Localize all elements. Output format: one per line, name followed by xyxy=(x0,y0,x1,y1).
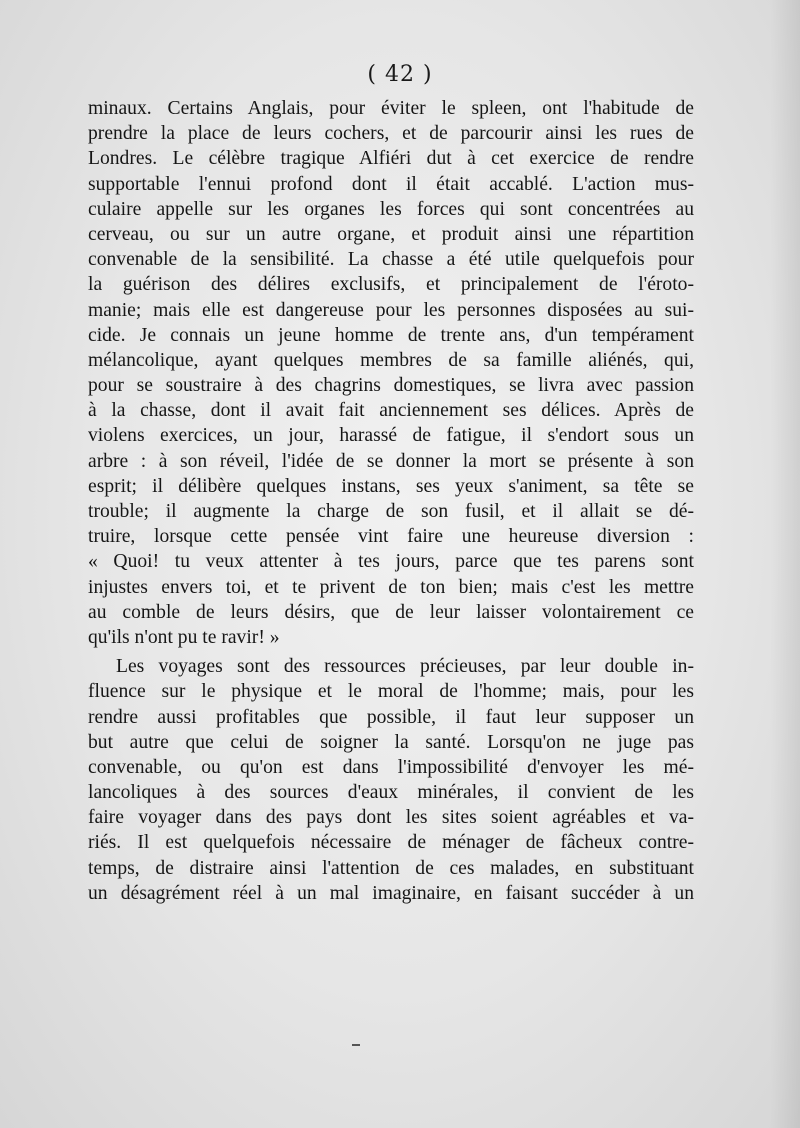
text-line: « Quoi! tu veux attenter à tes jours, parce que tes parens sont xyxy=(88,551,694,573)
text-line: violens exercices, un jour, harassé de fatigue, il s'endort sous un xyxy=(88,425,694,447)
text-line: au comble de leurs désirs, que de leur laisser volontairement ce xyxy=(88,601,694,623)
paragraph xyxy=(88,654,694,906)
text-line: fluence sur le physique et le moral de l'homme; mais, pour les xyxy=(88,681,694,703)
text-line: la guérison des délires exclusifs, et principalement de l'éroto- xyxy=(88,274,694,296)
text-line: pour se soustraire à des chagrins domestiques, se livra avec passion xyxy=(88,375,694,397)
body-text xyxy=(88,96,694,906)
text-line: mélancolique, ayant quelques membres de sa famille aliénés, qui, xyxy=(88,349,694,371)
text-line: convenable de la sensibilité. La chasse a été utile quelquefois pour xyxy=(88,249,694,271)
text-line: injustes envers toi, et te privent de ton bien; mais c'est les mettre xyxy=(88,576,694,598)
text-line: minaux. Certains Anglais, pour éviter le spleen, ont l'habitude de xyxy=(88,98,694,119)
text-line: but autre que celui de soigner la santé. Lorsqu'on ne juge pas xyxy=(88,731,694,753)
text-line: riés. Il est quelquefois nécessaire de ménager de fâcheux contre- xyxy=(88,832,694,854)
text-line: Les voyages sont des ressources précieuses, par leur double in- xyxy=(116,656,694,678)
text-line: un désagrément réel à un mal imaginaire, en faisant succéder à un xyxy=(88,882,694,904)
text-line: convenable, ou qu'on est dans l'impossibilité d'envoyer les mé- xyxy=(88,756,694,778)
text-line: faire voyager dans des pays dont les sites soient agréables et va- xyxy=(88,807,694,829)
text-line: culaire appelle sur les organes les forces qui sont concentrées au xyxy=(88,198,694,220)
text-line: cide. Je connais un jeune homme de trente ans, d'un tempérament xyxy=(88,324,694,346)
text-line: trouble; il augmente la charge de son fusil, et il allait se dé- xyxy=(88,501,694,522)
page-edge-shadow xyxy=(770,0,800,1128)
text-line: truire, lorsque cette pensée vint faire une heureuse diversion : xyxy=(88,526,694,548)
text-line: Londres. Le célèbre tragique Alfiéri dut à cet exercice de rendre xyxy=(88,148,694,170)
page-mark xyxy=(352,1044,360,1046)
text-line: supportable l'ennui profond dont il était accablé. L'action mus- xyxy=(88,173,694,195)
text-line: arbre : à son réveil, l'idée de se donner la mort se présente à son xyxy=(88,450,694,472)
text-line: prendre la place de leurs cochers, et de parcourir ainsi les rues de xyxy=(88,123,694,145)
text-line: manie; mais elle est dangereuse pour les personnes disposées au sui- xyxy=(88,299,694,321)
text-line: à la chasse, dont il avait fait anciennement ses délices. Après de xyxy=(88,400,694,422)
paragraph xyxy=(88,96,694,650)
text-line: rendre aussi profitables que possible, il faut leur supposer un xyxy=(88,706,694,728)
page-number: ( 42 ) xyxy=(367,62,433,87)
text-line: esprit; il délibère quelques instans, ses yeux s'animent, sa tête se xyxy=(88,475,694,497)
text-line: temps, de distraire ainsi l'attention de ces malades, en substituant xyxy=(88,857,694,879)
text-line: lancoliques à des sources d'eaux minérales, il convient de les xyxy=(88,782,694,804)
text-line: cerveau, ou sur un autre organe, et produit ainsi une répartition xyxy=(88,223,694,245)
text-line: qu'ils n'ont pu te ravir! » xyxy=(88,626,280,648)
